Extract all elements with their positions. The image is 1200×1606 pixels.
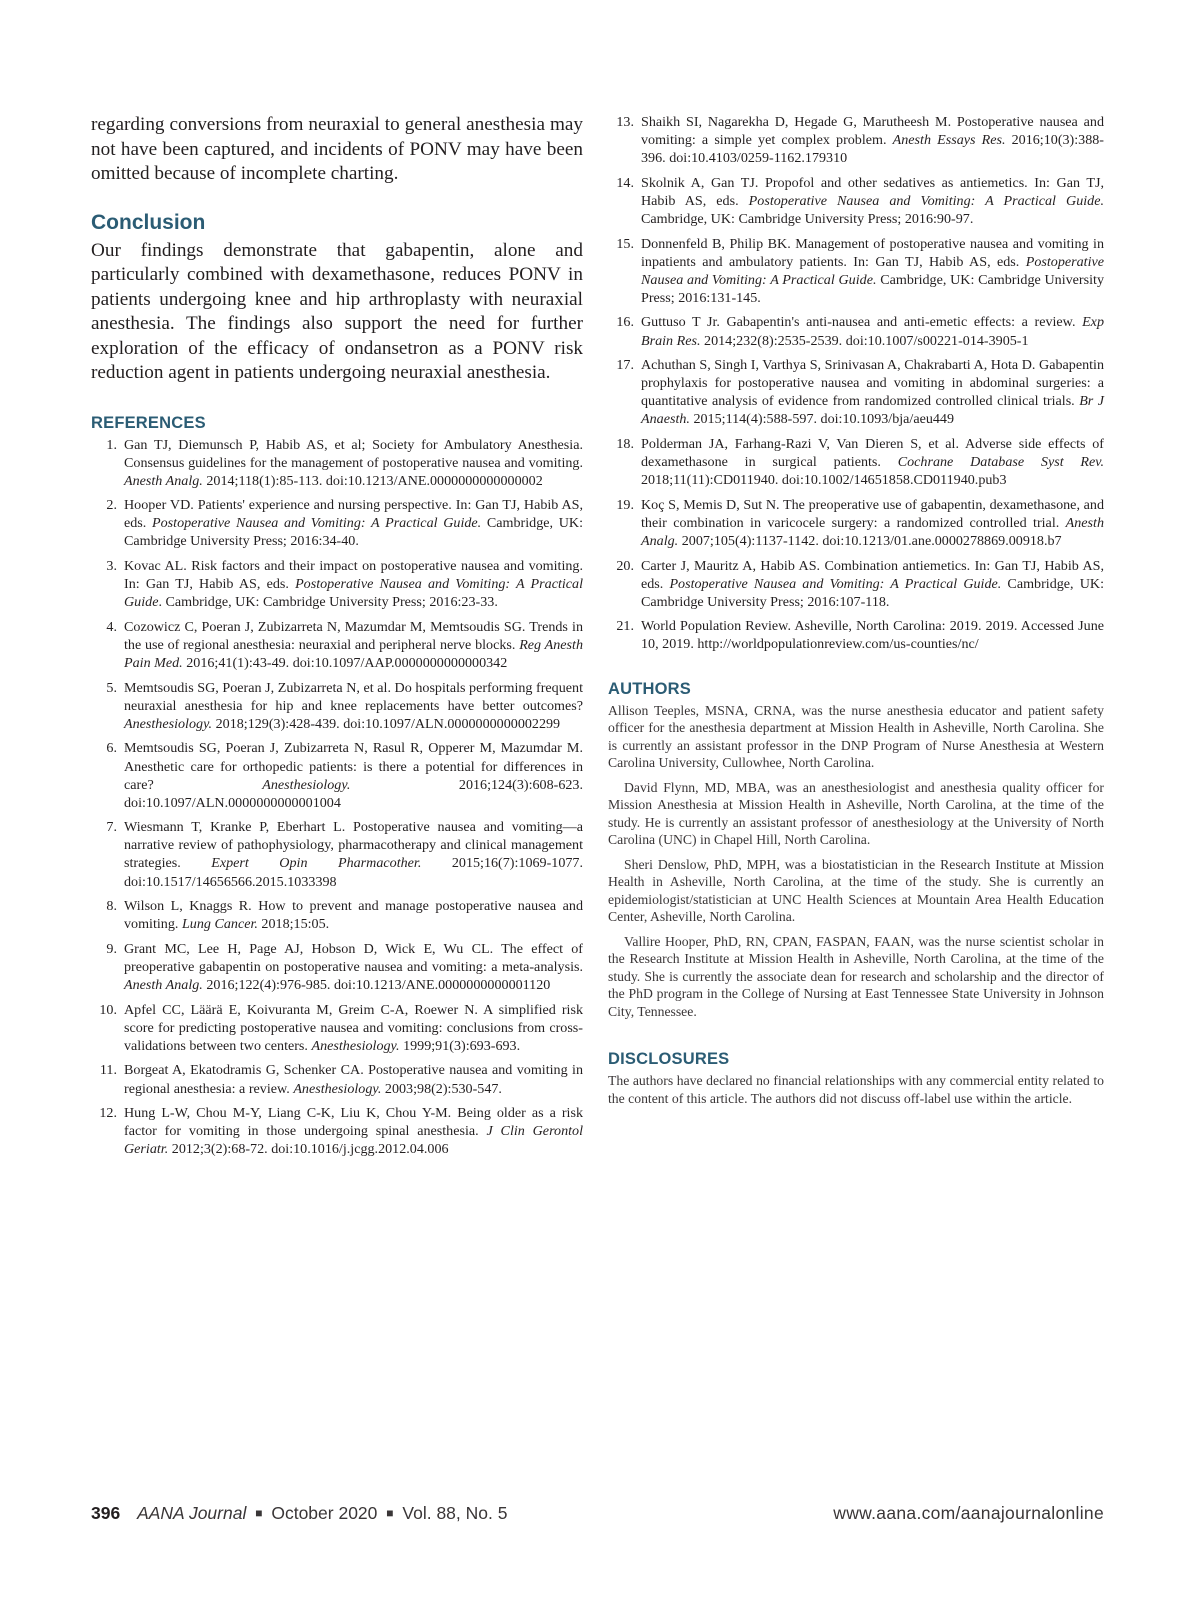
reference-item: 3. Kovac AL. Risk factors and their impact on postoperative nausea and vomiting. In: Gan TJ, Habib AS, eds. Postoperative Nausea and Vomiting: A Practical Guide. Cambridge, UK: Cambridge University Press; 2016:23-33. <box>91 557 583 611</box>
journal-name: AANA Journal <box>137 1503 247 1523</box>
author-bio-teeples: Allison Teeples, MSNA, CRNA, was the nurse anesthesia educator and patient safety officer for the anesthesia department at Mission Health in Asheville, North Carolina. She is currently an assistant professor in the DNP Program of Nurse Anesthesia at Western Carolina University, Cullowhee, North Carolina. <box>608 702 1104 771</box>
reference-number: 9. <box>106 940 117 957</box>
reference-number: 13. <box>616 114 634 130</box>
reference-item: 20. Carter J, Mauritz A, Habib AS. Combination antiemetics. In: Gan TJ, Habib AS, eds. Postoperative Nausea and Vomiting: A Practical Guide. Cambridge, UK: Cambridge University Press; 2016:107-118. <box>608 557 1104 611</box>
reference-item: 1. Gan TJ, Diemunsch P, Habib AS, et al; Society for Ambulatory Anesthesia. Consensus guidelines for the management of postoperative nausea and vomiting. Anesth Analg. 2014;118(1):85-113. doi:10.1213/ANE.0000000000000002 <box>91 436 583 490</box>
reference-item: 13. Shaikh SI, Nagarekha D, Hegade G, Marutheesh M. Postoperative nausea and vomiting: a simple yet complex problem. Anesth Essays Res. 2016;10(3):388-396. doi:10.4103/0259-1162.179310 <box>608 113 1104 167</box>
reference-number: 6. <box>106 740 117 757</box>
conclusion-heading: Conclusion <box>91 210 206 234</box>
reference-item: 5. Memtsoudis SG, Poeran J, Zubizarreta N, et al. Do hospitals performing frequent neuraxial anesthesia for hip and knee replacements have better outcomes? Anesthesiology. 2018;129(3):428-439. doi:10.1097/ALN.0000000000002299 <box>91 679 583 733</box>
reference-item: 15. Donnenfeld B, Philip BK. Management of postoperative nausea and vomiting in inpatients and ambulatory patients. In: Gan TJ, Habib AS, eds. Postoperative Nausea and Vomiting: A Practical Guide. Cambridge, UK: Cambridge University Press; 2016:131-145. <box>608 235 1104 307</box>
reference-number: 17. <box>616 357 634 374</box>
reference-text: World Population Review. Asheville, North Carolina: 2019. 2019. Accessed June 10, 2019. http://worldpopulationreview.com/us-counties/nc/ <box>641 618 1104 653</box>
reference-item: 4. Cozowicz C, Poeran J, Zubizarreta N, Mazumdar M, Memtsoudis SG. Trends in the use of regional anesthesia: neuraxial and peripheral nerve blocks. Reg Anesth Pain Med. 2016;41(1):43-49. doi:10.1097/AAP.0000000000000342 <box>91 618 583 672</box>
reference-item: 8. Wilson L, Knaggs R. How to prevent and manage postoperative nausea and vomiting. Lung Cancer. 2018;15:05. <box>91 897 583 933</box>
intro-paragraph: regarding conversions from neuraxial to general anesthesia may not have been captured, and incidents of PONV may have been omitted because of incomplete charting. <box>91 114 583 184</box>
disclosures-heading: DISCLOSURES <box>608 1050 730 1069</box>
reference-number: 15. <box>616 235 634 252</box>
author-bio-denslow: Sheri Denslow, PhD, MPH, was a biostatistician in the Research Institute at Mission Health in Asheville, North Carolina, at the time of the study. She is currently an epidemiologist/statistician at UNC Health Sciences at Mountain Area Health Education Center, Asheville, North Carolina. <box>608 856 1104 925</box>
journal-url-link[interactable]: www.aana.com/aanajournalonline <box>833 1503 1104 1523</box>
conclusion-paragraph: Our findings demonstrate that gabapentin, alone and particularly combined with dexamethasone, reduces PONV in patients undergoing knee and hip arthroplasty with neuraxial anesthesia. The findings also support the need for further exploration of the efficacy of ondansetron as a PONV risk reduction agent in patients undergoing neuraxial anesthesia. <box>91 239 583 383</box>
references-heading: REFERENCES <box>91 413 206 432</box>
reference-number: 12. <box>99 1105 117 1122</box>
authors-heading: AUTHORS <box>608 679 691 698</box>
reference-number: 11. <box>99 1062 117 1079</box>
reference-number: 14. <box>616 174 634 191</box>
reference-item: 12. Hung L-W, Chou M-Y, Liang C-K, Liu K, Chou Y-M. Being older as a risk factor for vomiting in those undergoing spinal anesthesia. J Clin Gerontol Geriatr. 2012;3(2):68-72. doi:10.1016/j.jcgg.2012.04.006 <box>91 1104 583 1158</box>
reference-item: 9. Grant MC, Lee H, Page AJ, Hobson D, Wick E, Wu CL. The effect of preoperative gabapentin on postoperative nausea and vomiting: a meta-analysis. Anesth Analg. 2016;122(4):976-985. doi:10.1213/ANE.0000000000001120 <box>91 940 583 994</box>
reference-number: 20. <box>616 557 634 574</box>
reference-item: 19. Koç S, Memis D, Sut N. The preoperative use of gabapentin, dexamethasone, and their combination in varicocele surgery: a randomized controlled trial. Anesth Analg. 2007;105(4):1137-1142. doi:10.1213/01.ane.0000278869.00918.b7 <box>608 496 1104 550</box>
reference-list-left <box>91 436 583 1159</box>
reference-item: 10. Apfel CC, Läärä E, Koivuranta M, Greim C-A, Roewer N. A simplified risk score for predicting postoperative nausea and vomiting: conclusions from cross-validations between two centers. Anesthesiology. 1999;91(3):693-693. <box>91 1001 583 1055</box>
author-bio-hooper: Vallire Hooper, PhD, RN, CPAN, FASPAN, FAAN, was the nurse scientist scholar in the Research Institute at Mission Health in Asheville, North Carolina, at the time of the study. She is currently the associate dean for research and scholarship and the director of the PhD program in the College of Nursing at East Tennessee State University in Johnson City, Tennessee. <box>608 933 1104 1019</box>
left-column <box>91 113 583 1165</box>
reference-item: 18. Polderman JA, Farhang-Razi V, Van Dieren S, et al. Adverse side effects of dexamethasone in surgical patients. Cochrane Database Syst Rev. 2018;11(11):CD011940. doi:10.1002/14651858.CD011940.pub3 <box>608 435 1104 489</box>
reference-item: 7. Wiesmann T, Kranke P, Eberhart L. Postoperative nausea and vomiting—a narrative review of pathophysiology, pharmacotherapy and clinical management strategies. Expert Opin Pharmacother. 2015;16(7):1069-1077. doi:10.1517/14656566.2015.1033398 <box>91 818 583 890</box>
reference-number: 18. <box>616 436 634 452</box>
separator-square-icon: ■ <box>386 1506 394 1520</box>
reference-number: 16. <box>616 314 634 331</box>
reference-number: 8. <box>106 898 117 915</box>
reference-number: 3. <box>106 558 117 575</box>
reference-number: 4. <box>106 618 117 635</box>
disclosures-text: The authors have declared no financial relationships with any commercial entity related to the content of this article. The authors did not discuss off-label use within the article. <box>608 1073 1104 1106</box>
page-number: 396 <box>91 1503 121 1523</box>
reference-number: 7. <box>106 819 117 836</box>
reference-number: 21. <box>616 618 634 635</box>
reference-number: 5. <box>106 679 117 696</box>
issue-date: October 2020 <box>271 1503 378 1523</box>
reference-item: 17. Achuthan S, Singh I, Varthya S, Srinivasan A, Chakrabarti A, Hota D. Gabapentin prophylaxis for postoperative nausea and vomiting in abdominal surgeries: a quantitative analysis of evidence from randomized controlled clinical trials. Br J Anaesth. 2015;114(4):588-597. doi:10.1093/bja/aeu449 <box>608 356 1104 428</box>
reference-item: 11. Borgeat A, Ekatodramis G, Schenker CA. Postoperative nausea and vomiting in regional anesthesia: a review. Anesthesiology. 2003;98(2):530-547. <box>91 1061 583 1097</box>
reference-item: 6. Memtsoudis SG, Poeran J, Zubizarreta N, Rasul R, Opperer M, Mazumdar M. Anesthetic care for orthopedic patients: is there a potential for differences in care? Anesthesiology. 2016;124(3):608-623. doi:10.1097/ALN.0000000000001004 <box>91 739 583 811</box>
reference-list-right <box>608 113 1104 654</box>
reference-item: 2. Hooper VD. Patients' experience and nursing perspective. In: Gan TJ, Habib AS, eds. Postoperative Nausea and Vomiting: A Practical Guide. Cambridge, UK: Cambridge University Press; 2016:34-40. <box>91 496 583 550</box>
reference-number: 1. <box>106 436 117 453</box>
reference-number: 19. <box>616 496 634 513</box>
reference-item: 16. Guttuso T Jr. Gabapentin's anti-nausea and anti-emetic effects: a review. Exp Brain Res. 2014;232(8):2535-2539. doi:10.1007/s00221-014-3905-1 <box>608 313 1104 349</box>
separator-square-icon: ■ <box>255 1506 263 1520</box>
volume-issue: Vol. 88, No. 5 <box>402 1503 508 1523</box>
reference-item: 14. Skolnik A, Gan TJ. Propofol and other sedatives as antiemetics. In: Gan TJ, Habib AS, eds. Postoperative Nausea and Vomiting: A Practical Guide. Cambridge, UK: Cambridge University Press; 2016:90-97. <box>608 174 1104 228</box>
reference-item <box>608 617 1104 653</box>
reference-number: 2. <box>106 497 117 514</box>
reference-number: 10. <box>99 1001 117 1018</box>
right-column <box>608 113 1104 1114</box>
page-footer <box>91 1503 1104 1527</box>
author-bio-flynn: David Flynn, MD, MBA, was an anesthesiologist and anesthesia quality officer for Mission Anesthesia at Mission Health in Asheville, North Carolina, at the time of the study. He is currently an assistant professor of anesthesiology at the University of North Carolina (UNC) in Chapel Hill, North Carolina. <box>608 779 1104 848</box>
